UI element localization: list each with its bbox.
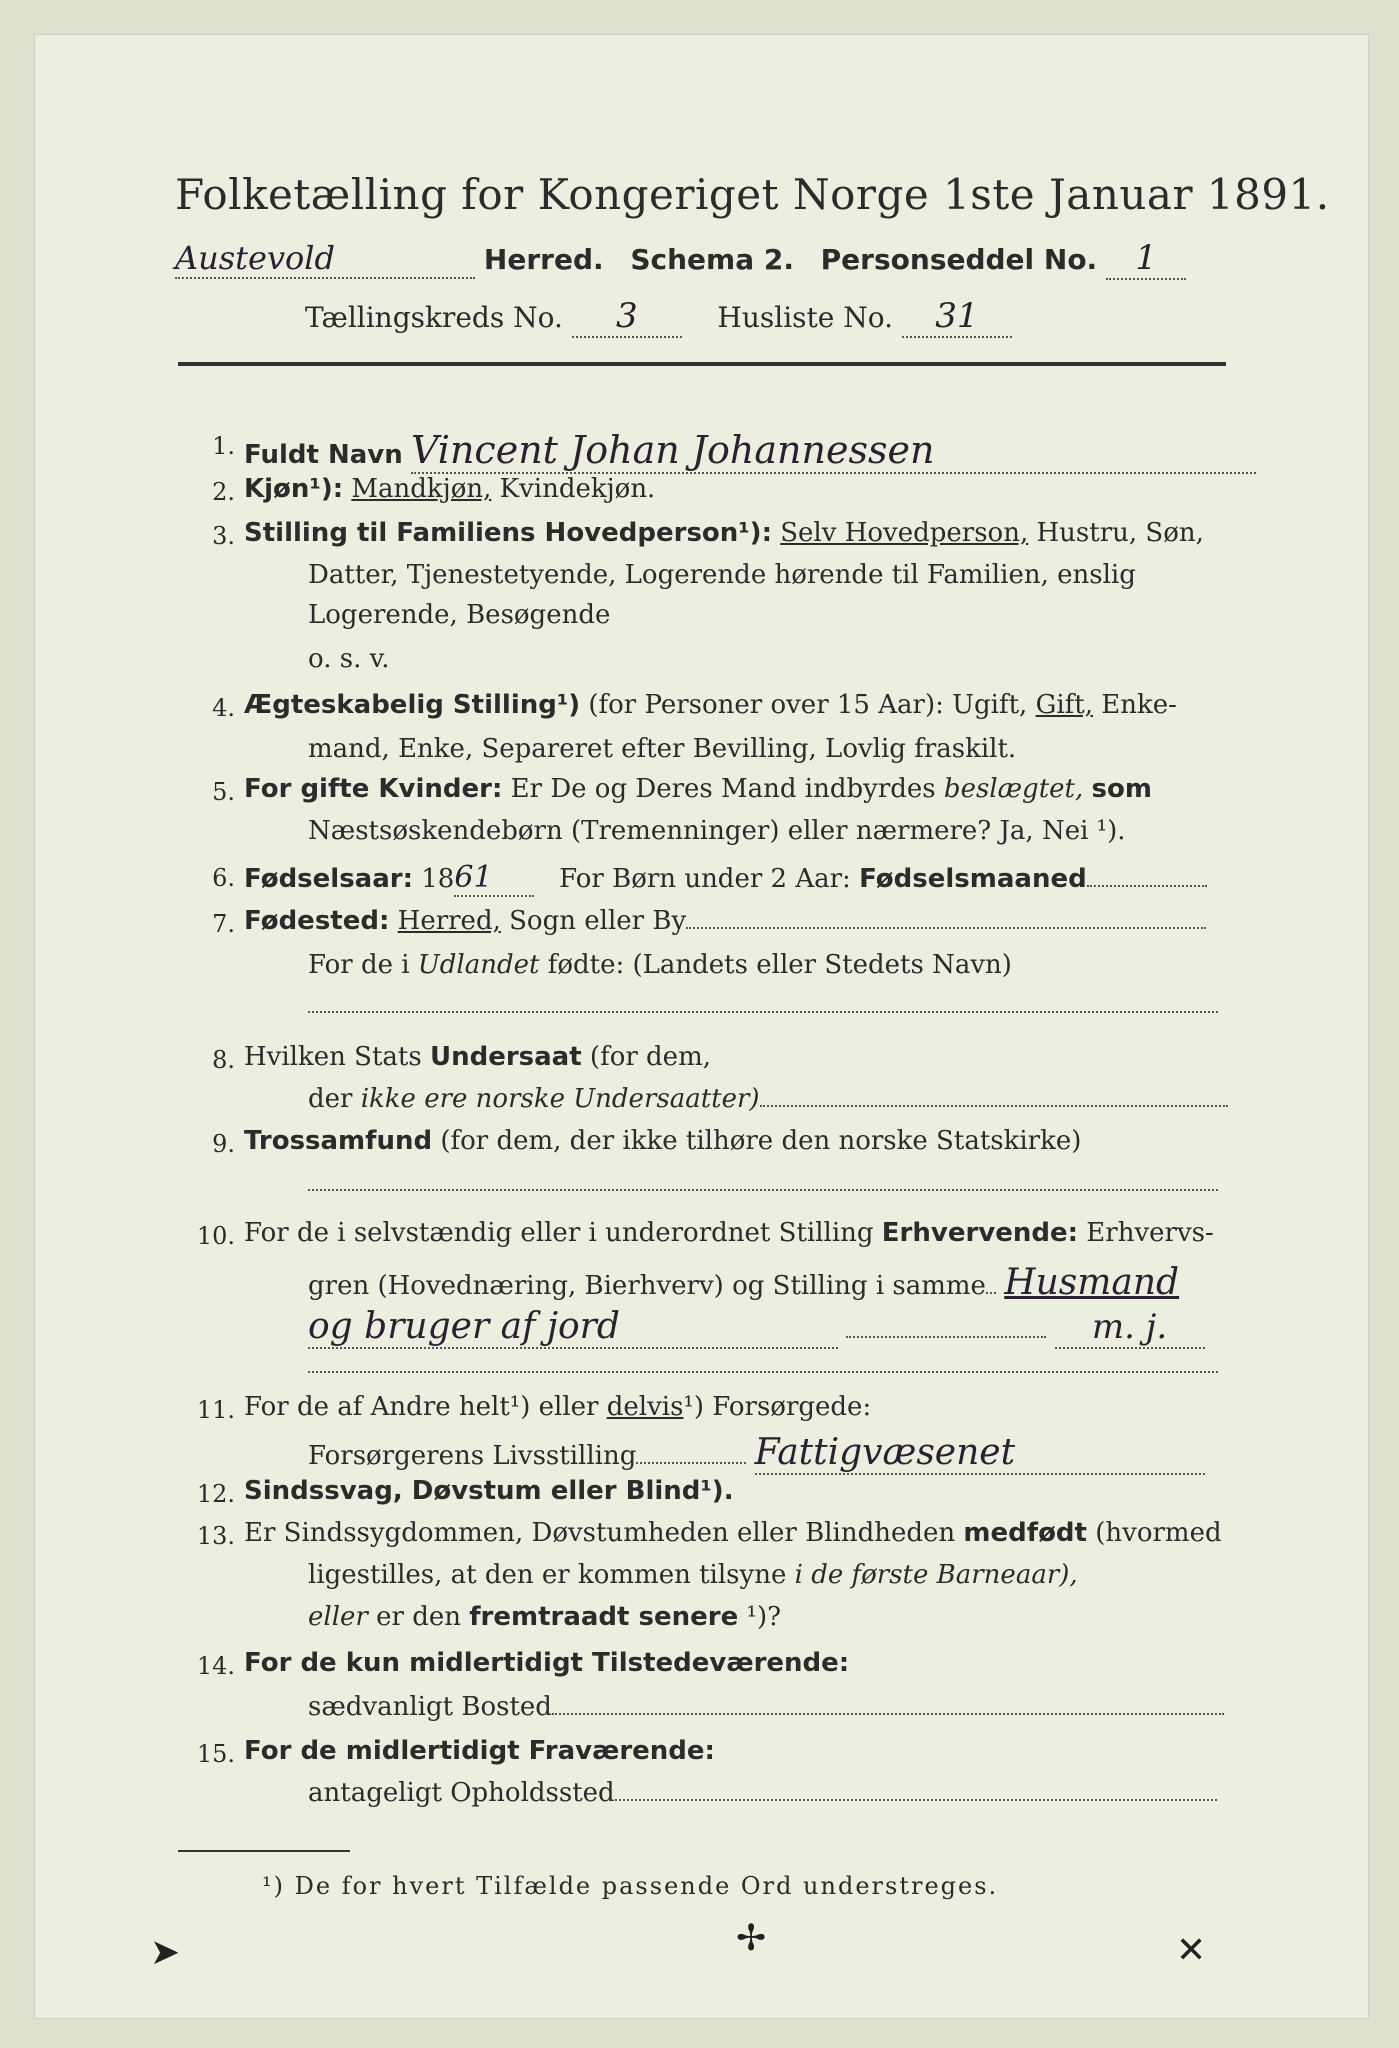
supporter-value: Fattigvæsenet bbox=[755, 1432, 1205, 1475]
temporary-absent-label: For de midlertidigt Fraværende: bbox=[244, 1736, 715, 1766]
birth-year-prefix: 18 bbox=[421, 864, 455, 894]
occupation-label: Erhvervende: bbox=[881, 1218, 1079, 1248]
position-selected: Selv Hovedperson, bbox=[780, 518, 1029, 548]
married-women-label: For gifte Kvinder: bbox=[244, 774, 503, 804]
header-rule bbox=[178, 362, 1226, 366]
row-1 bbox=[244, 428, 1256, 474]
registration-mark-icon: ✕ bbox=[1176, 1930, 1207, 1971]
registration-mark-icon: ✢ bbox=[736, 1918, 767, 1959]
married-women-text: Er De og Deres Mand indbyrdes bbox=[510, 774, 936, 804]
row-number: 15. bbox=[196, 1740, 235, 1768]
temporary-present-label: For de kun midlertidigt Tilstedeværende: bbox=[244, 1648, 850, 1678]
married-women-end: som bbox=[1091, 774, 1152, 804]
birth-year-label: Fødselsaar: bbox=[244, 864, 413, 894]
marital-label: Ægteskabelig Stilling¹) bbox=[244, 690, 581, 720]
row-7-blank bbox=[308, 990, 1218, 1020]
kreds-value: 3 bbox=[572, 296, 682, 338]
schema-label: Schema 2. bbox=[630, 243, 794, 276]
row-12 bbox=[244, 1476, 734, 1506]
birthplace-selected: Herred, bbox=[397, 906, 501, 936]
row-10-blank bbox=[308, 1350, 1218, 1380]
kreds-label: Tællingskreds No. bbox=[305, 301, 563, 334]
row-5-line-2: Næstsøskendebørn (Tremenninger) eller nærmere? Ja, Nei ¹). bbox=[308, 816, 1126, 846]
row-number: 12. bbox=[196, 1480, 235, 1508]
herred-label: Herred. bbox=[483, 243, 604, 276]
kreds-line bbox=[305, 296, 1012, 338]
birthplace-text: Sogn eller By bbox=[509, 906, 687, 936]
registration-mark-icon: ➤ bbox=[150, 1932, 181, 1973]
personseddel-label: Personseddel No. bbox=[820, 243, 1098, 276]
row-13: Er Sindssygdommen, Døvstumheden eller Blindheden medfødt (hvormed bbox=[244, 1518, 1222, 1548]
birthplace-label: Fødested: bbox=[244, 906, 390, 936]
row-4 bbox=[244, 690, 1177, 720]
row-11: For de af Andre helt¹) eller delvis¹) Forsørgede: bbox=[244, 1392, 872, 1422]
row-number: 4. bbox=[212, 694, 235, 722]
sex-option-female: Kvindekjøn. bbox=[499, 474, 656, 504]
husliste-label: Husliste No. bbox=[717, 301, 894, 334]
row-6 bbox=[244, 860, 1207, 897]
row-10: For de i selvstændig eller i underordnet Stilling Erhvervende: Erhvervs- bbox=[244, 1218, 1214, 1248]
row-13-line-2: ligestilles, at den er kommen tilsyne i de første Barneaar), bbox=[308, 1560, 1078, 1590]
row-9-blank bbox=[308, 1168, 1218, 1198]
occupation-value-3: m. j. bbox=[1055, 1307, 1205, 1349]
row-number: 6. bbox=[212, 864, 235, 892]
row-number: 5. bbox=[212, 778, 235, 806]
herred-line bbox=[175, 238, 1186, 280]
row-number: 8. bbox=[212, 1046, 235, 1074]
row-number: 2. bbox=[212, 478, 235, 506]
row-13-line-3: eller er den fremtraadt senere ¹)? bbox=[308, 1602, 782, 1632]
row-number: 10. bbox=[196, 1222, 235, 1250]
name-label: Fuldt Navn bbox=[244, 440, 403, 470]
position-label: Stilling til Familiens Hovedperson¹): bbox=[244, 518, 772, 548]
row-14-line-2: sædvanligt Bosted bbox=[308, 1692, 1224, 1722]
row-10-line-3 bbox=[308, 1306, 1205, 1349]
personseddel-value: 1 bbox=[1106, 238, 1186, 280]
row-2 bbox=[244, 474, 655, 504]
row-number: 13. bbox=[196, 1522, 235, 1550]
position-options: Hustru, Søn, bbox=[1036, 518, 1204, 548]
row-8: Hvilken Stats Undersaat (for dem, bbox=[244, 1042, 711, 1072]
marital-text: (for Personer over 15 Aar): Ugift, bbox=[588, 690, 1028, 720]
row-number: 11. bbox=[196, 1396, 235, 1424]
birth-year-value: 61 bbox=[454, 860, 534, 897]
row-7 bbox=[244, 906, 1206, 936]
religion-label: Trossamfund bbox=[244, 1126, 433, 1156]
row-10-line-2: gren (Hovednæring, Bierhverv) og Stilling i samme Husmand bbox=[308, 1262, 1180, 1303]
religion-text: (for dem, der ikke tilhøre den norske Statskirke) bbox=[440, 1126, 1082, 1156]
footnote: ¹) De for hvert Tilfælde passende Ord understreges. bbox=[262, 1872, 999, 1900]
row-8-line-2: der ikke ere norske Undersaatter) bbox=[308, 1084, 1228, 1114]
row-15-line-2: antageligt Opholdssted bbox=[308, 1778, 1217, 1808]
row-3 bbox=[244, 518, 1204, 548]
row-number: 1. bbox=[212, 432, 235, 460]
row-3-line-3: Logerende, Besøgende bbox=[308, 600, 611, 630]
row-3-line-4: o. s. v. bbox=[308, 644, 390, 674]
row-number: 3. bbox=[212, 522, 235, 550]
row-number: 7. bbox=[212, 910, 235, 938]
related-word: beslægtet, bbox=[943, 774, 1084, 804]
row-5 bbox=[244, 774, 1152, 804]
row-9 bbox=[244, 1126, 1081, 1156]
row-7-line-2: For de i Udlandet fødte: (Landets eller Stedets Navn) bbox=[308, 950, 1012, 980]
row-number: 9. bbox=[212, 1130, 235, 1158]
row-4-line-2: mand, Enke, Separeret efter Bevilling, Lovlig fraskilt. bbox=[308, 734, 1017, 764]
row-15 bbox=[244, 1736, 715, 1766]
husliste-value: 31 bbox=[902, 296, 1012, 338]
marital-text-end: Enke- bbox=[1101, 690, 1177, 720]
disability-label: Sindssvag, Døvstum eller Blind¹). bbox=[244, 1476, 734, 1506]
form-title: Folketælling for Kongeriget Norge 1ste Januar 1891. bbox=[175, 170, 1330, 219]
herred-value: Austevold bbox=[175, 239, 475, 279]
row-11-line-2: Forsørgerens Livsstilling Fattigvæsenet bbox=[308, 1432, 1205, 1475]
sex-option-male: Mandkjøn, bbox=[351, 474, 492, 504]
row-14 bbox=[244, 1648, 849, 1678]
sex-label: Kjøn¹): bbox=[244, 474, 344, 504]
full-name-value: Vincent Johan Johannessen bbox=[411, 428, 1256, 474]
occupation-value-2: og bruger af jord bbox=[308, 1306, 838, 1349]
footnote-rule bbox=[178, 1850, 350, 1852]
row-number: 14. bbox=[196, 1652, 235, 1680]
support-selected: delvis bbox=[606, 1392, 684, 1422]
birth-month-label: Fødselsmaaned bbox=[859, 864, 1087, 894]
occupation-value-1: Husmand bbox=[1004, 1262, 1180, 1303]
birth-month-text: For Børn under 2 Aar: bbox=[559, 864, 851, 894]
citizenship-label: Undersaat bbox=[429, 1042, 582, 1072]
marital-selected: Gift, bbox=[1035, 690, 1094, 720]
row-3-line-2: Datter, Tjenestetyende, Logerende hørende til Familien, enslig bbox=[308, 560, 1136, 590]
